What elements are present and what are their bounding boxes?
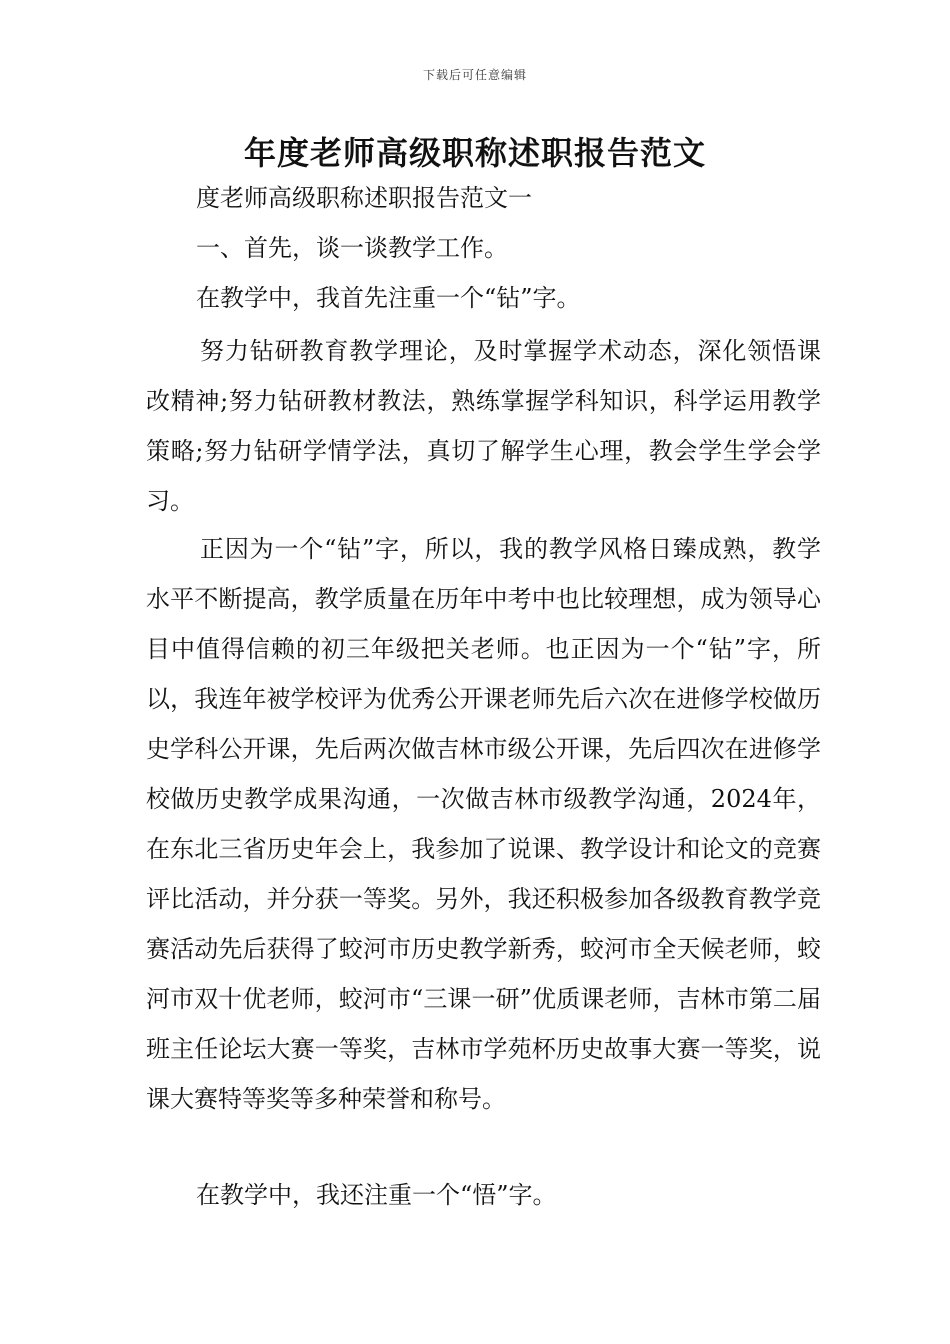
paragraph-1: 努力钻研教育教学理论，及时掌握学术动态，深化领悟课改精神;努力钻研教材教法，熟练掌握学科知识，科学运用教学策略;努力钻研学情学法，真切了解学生心理，教会学生学会学习。 <box>146 337 821 515</box>
subtitle: 度老师高级职称述职报告范文一 <box>196 184 532 212</box>
header-note: 下载后可任意编辑 <box>422 68 527 82</box>
paragraph-2: 正因为一个“钻”字，所以，我的教学风格日臻成熟，教学水平不断提高，教学质量在历年中考中也比较理想，成为领导心目中值得信赖的初三年级把关老师。也正因为一个“钻”字，所以，我连年被学校评为优秀公开课老师先后六次在进修学校做历史学科公开课，先后两次做吉林市级公开课，先后四次在进修学校做历史教学成果沟通，一次做吉林市级教学沟通，2024年，在东北三省历史年会上，我参加了说课、教学设计和论文的竞赛评比活动，并分获一等奖。另外，我还积极参加各级教育教学竞赛活动先后获得了蛟河市历史教学新秀，蛟河市全天候老师，蛟河市双十优老师，蛟河市“三课一研”优质课老师，吉林市第二届班主任论坛大赛一等奖，吉林市学苑杯历史故事大赛一等奖，说课大赛特等奖等多种荣誉和称号。 <box>146 535 821 1113</box>
paragraph-1-block <box>146 326 821 526</box>
section-heading: 一、首先，谈一谈教学工作。 <box>196 234 508 262</box>
document-title: 年度老师高级职称述职报告范文 <box>243 134 706 172</box>
lead-line-2: 在教学中，我还注重一个“悟”字。 <box>196 1181 557 1209</box>
paragraph-2-block <box>146 524 821 1124</box>
lead-line-1: 在教学中，我首先注重一个“钻”字。 <box>196 284 581 312</box>
